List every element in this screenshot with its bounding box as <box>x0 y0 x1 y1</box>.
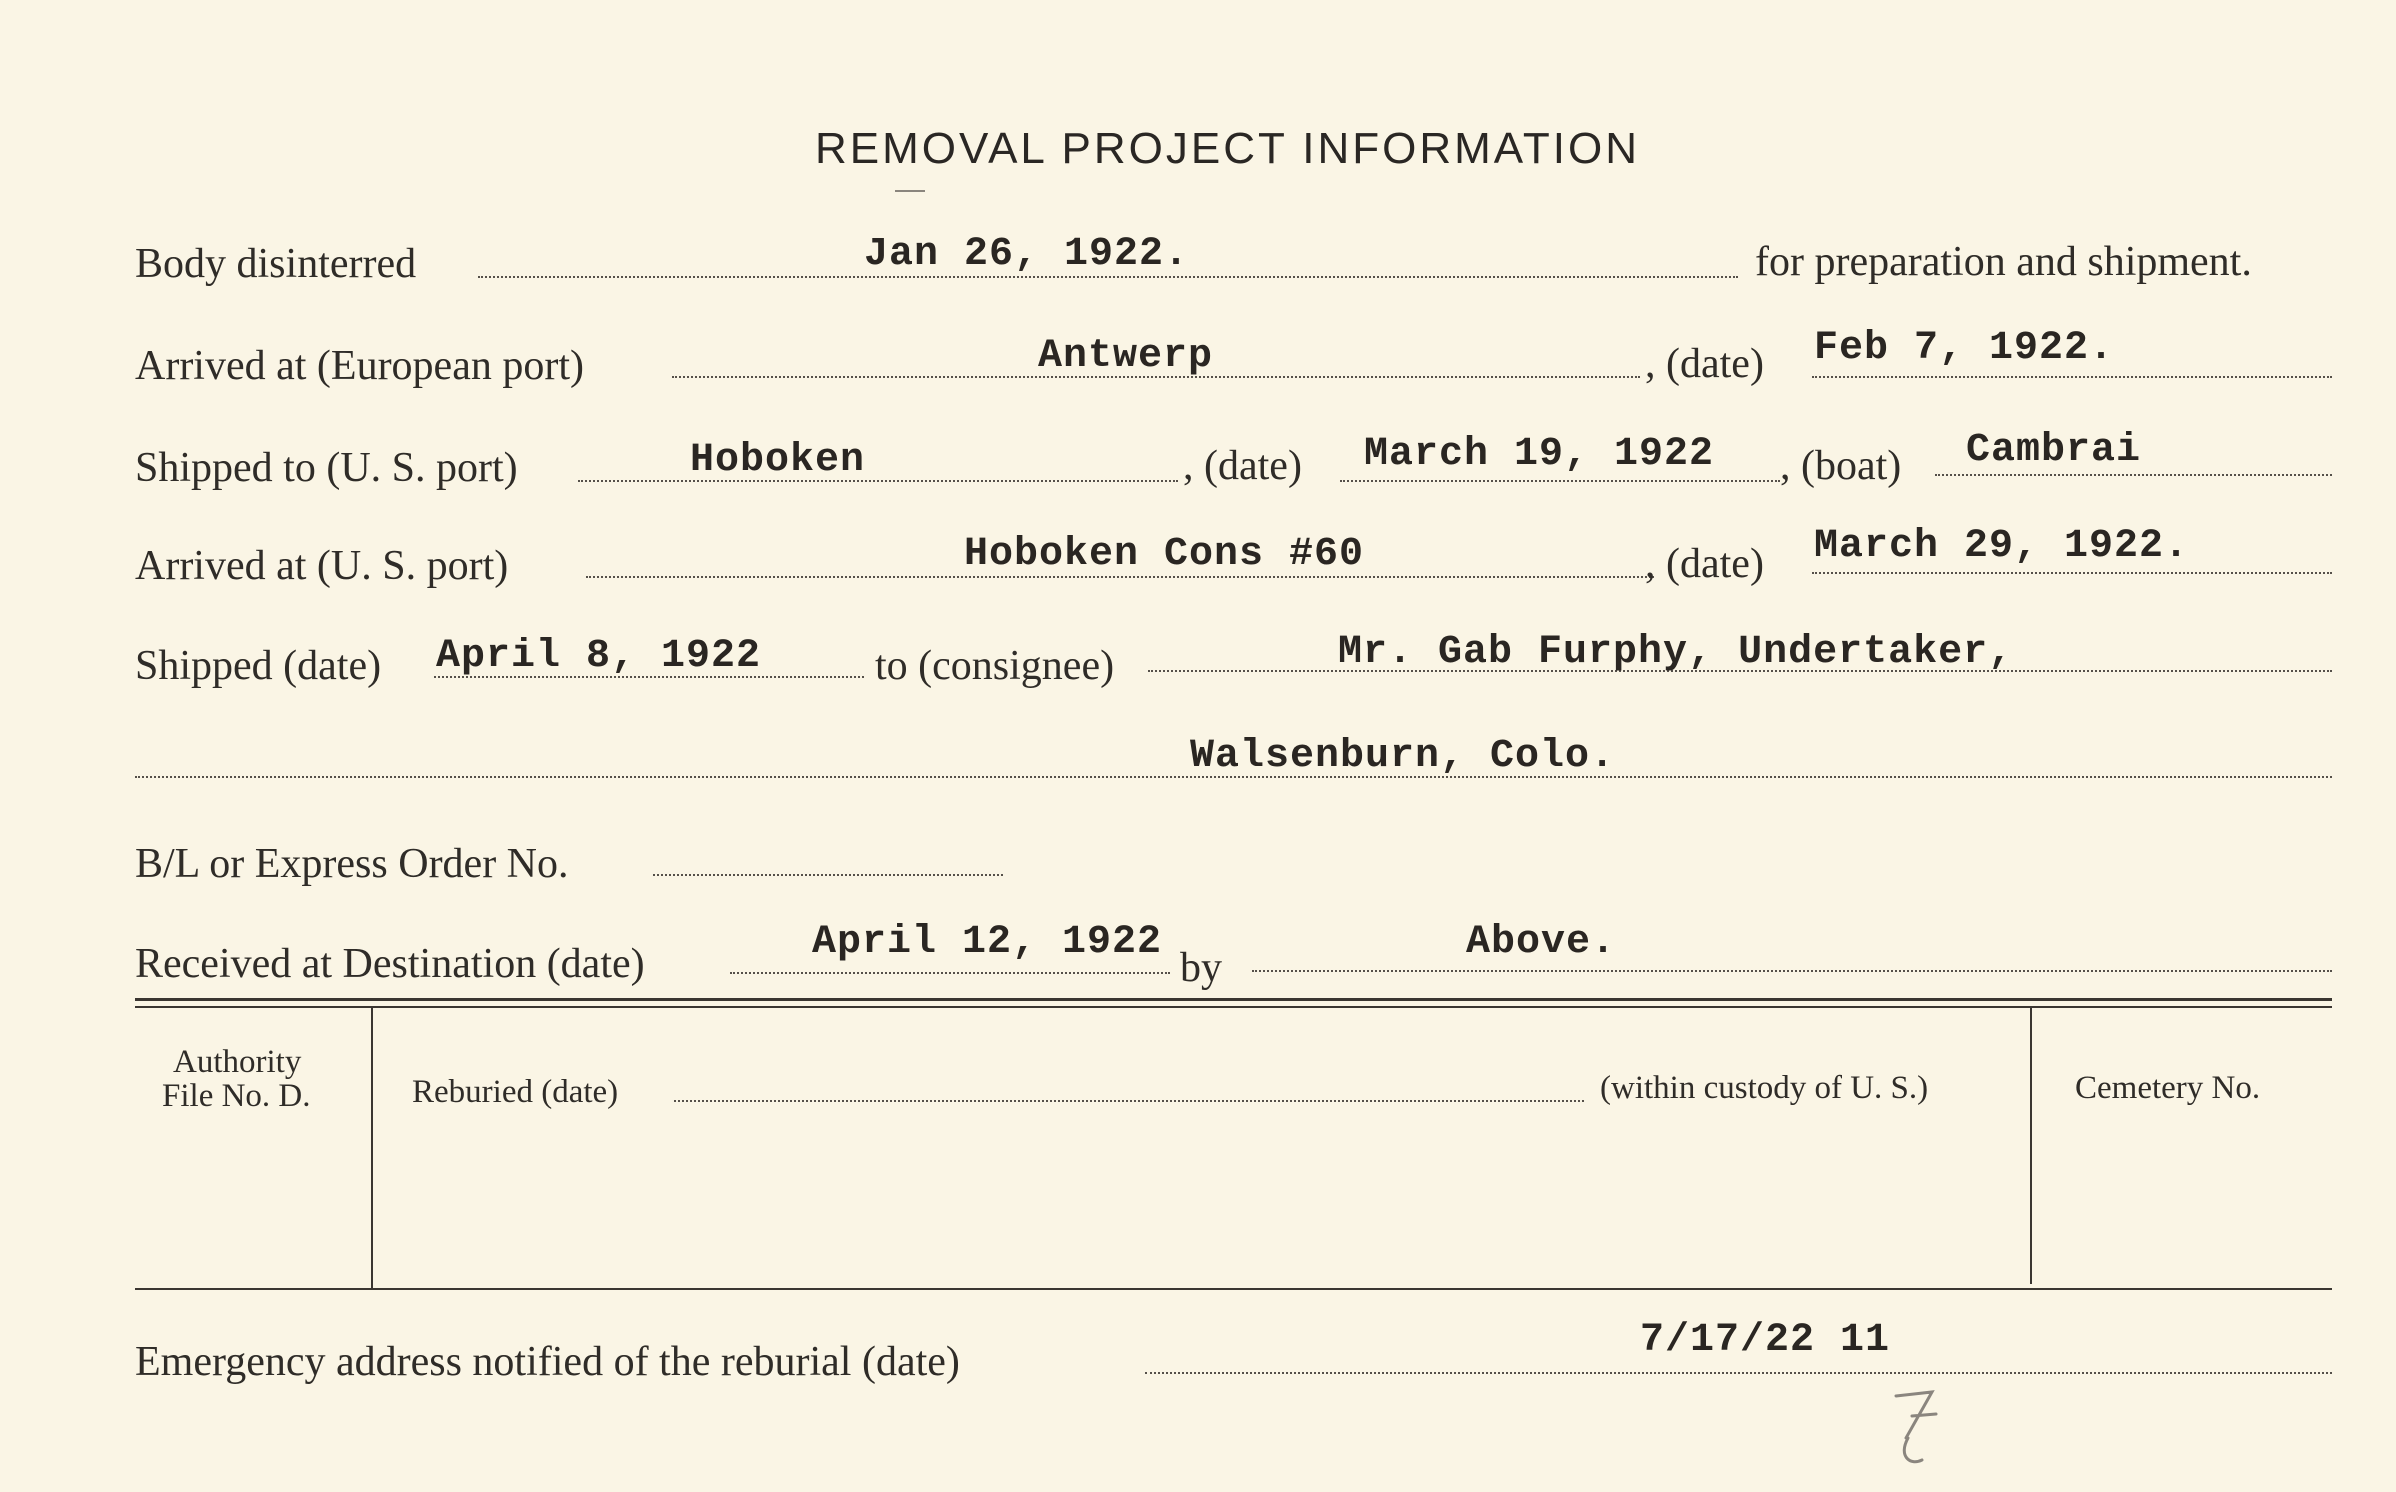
cemetery-label: Cemetery No. <box>2075 1070 2261 1106</box>
arrived-us-date-value: March 29, 1922. <box>1814 524 2190 569</box>
body-disinterred-value: Jan 26, 1922. <box>864 232 1190 277</box>
shipped-us-label: Shipped to (U. S. port) <box>135 445 518 491</box>
title-mark <box>895 190 925 192</box>
emergency-label: Emergency address notified of the reburial (date) <box>135 1339 960 1385</box>
arrived-us-label: Arrived at (U. S. port) <box>135 543 509 589</box>
shipped-us-boat-line <box>1935 474 2332 476</box>
reburied-label: Reburied (date) <box>412 1074 619 1110</box>
shipped-us-date-label: , (date) <box>1183 443 1302 489</box>
arrived-us-date-line <box>1812 572 2332 574</box>
body-disinterred-label: Body disinterred <box>135 241 417 287</box>
authority-label-1: Authority <box>173 1044 302 1080</box>
handwritten-initial-mark <box>1888 1382 1948 1489</box>
received-by-value: Above. <box>1466 920 1617 965</box>
received-date-value: April 12, 1922 <box>812 920 1163 965</box>
shipped-us-date-line <box>1340 480 1780 482</box>
shipped-us-boat-value: Cambrai <box>1966 428 2142 473</box>
consignee-value: Mr. Gab Furphy, Undertaker, <box>1338 630 2014 675</box>
arrived-european-label: Arrived at (European port) <box>135 343 584 389</box>
arrived-european-date-line <box>1812 376 2332 378</box>
arrived-european-date-label: , (date) <box>1645 341 1764 387</box>
arrived-us-port-value: Hoboken Cons #60 <box>964 532 1365 577</box>
reburied-line <box>674 1100 1584 1102</box>
shipped-us-port-value: Hoboken <box>690 438 866 483</box>
shipped-date-label: Shipped (date) <box>135 643 382 689</box>
consignee-label: to (consignee) <box>875 643 1115 689</box>
received-date-line <box>730 972 1170 974</box>
received-by-label: by <box>1180 945 1222 991</box>
shipped-us-port-line <box>578 480 1178 482</box>
table-bottom-rule <box>135 1288 2332 1290</box>
emergency-value: 7/17/22 11 <box>1640 1318 1891 1363</box>
authority-label-2: File No. D. <box>162 1078 311 1114</box>
table-top-rule-2 <box>135 1006 2332 1008</box>
received-by-line <box>1252 970 2332 972</box>
bl-express-line <box>653 874 1003 876</box>
table-top-rule <box>135 998 2332 1001</box>
emergency-line <box>1145 1372 2332 1374</box>
arrived-us-date-label: , (date) <box>1645 541 1764 587</box>
shipped-us-boat-label: , (boat) <box>1780 443 1902 489</box>
shipped-us-date-value: March 19, 1922 <box>1364 432 1715 477</box>
bl-express-label: B/L or Express Order No. <box>135 841 569 887</box>
table-divider-1 <box>371 1008 373 1288</box>
table-divider-2 <box>2030 1008 2032 1284</box>
arrived-european-port-value: Antwerp <box>1038 334 1214 379</box>
received-label: Received at Destination (date) <box>135 941 645 987</box>
arrived-european-date-value: Feb 7, 1922. <box>1814 326 2115 371</box>
page-title: REMOVAL PROJECT INFORMATION <box>815 124 1640 173</box>
custody-label: (within custody of U. S.) <box>1600 1070 1929 1106</box>
consignee-value-line-2: Walsenburn, Colo. <box>1190 734 1616 779</box>
shipped-date-value: April 8, 1922 <box>436 634 762 679</box>
body-disinterred-suffix: for preparation and shipment. <box>1755 239 2252 285</box>
